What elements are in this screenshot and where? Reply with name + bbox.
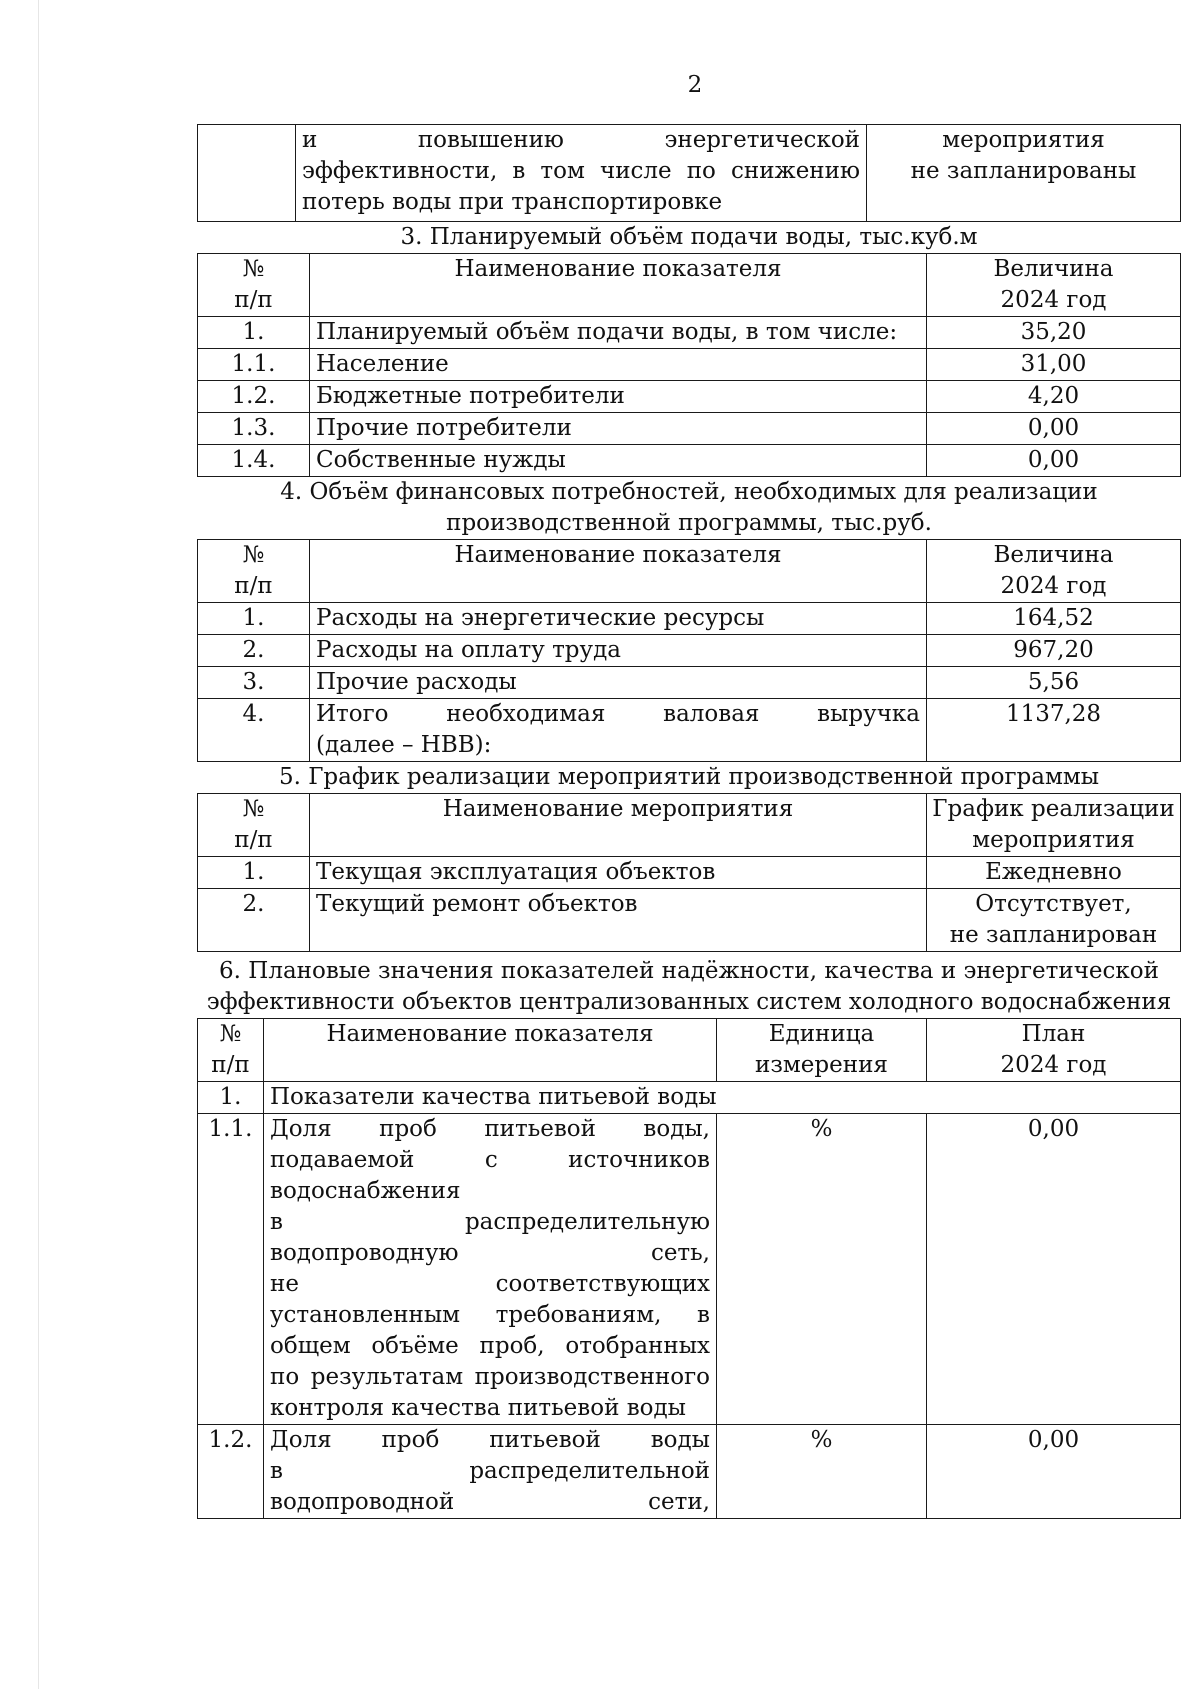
row-num: 1. bbox=[198, 1082, 264, 1114]
name-line: водоснабжения bbox=[270, 1178, 461, 1204]
row-name: Текущая эксплуатация объектов bbox=[310, 857, 927, 889]
name-line: водопроводную сеть, bbox=[270, 1240, 710, 1266]
row-value: 31,00 bbox=[927, 349, 1181, 381]
row-num: 3. bbox=[198, 667, 310, 699]
row-value: 0,00 bbox=[927, 445, 1181, 477]
row-num: 1. bbox=[198, 857, 310, 889]
value-line: не запланирован bbox=[949, 922, 1158, 948]
table-row bbox=[198, 381, 1181, 413]
header-value-line: Величина bbox=[993, 256, 1114, 282]
table-header-row bbox=[198, 254, 1181, 317]
row-value: 164,52 bbox=[927, 603, 1181, 635]
name-line: и повышению энергетической bbox=[302, 127, 860, 153]
header-plan bbox=[927, 1019, 1181, 1082]
table-header-row bbox=[198, 540, 1181, 603]
row-name bbox=[310, 699, 927, 762]
row-name: Население bbox=[310, 349, 927, 381]
continuation-table bbox=[197, 124, 1181, 222]
name-line: не соответствующих bbox=[270, 1271, 710, 1297]
section-4-title-line: производственной программы, тыс.руб. bbox=[446, 510, 932, 536]
row-unit: % bbox=[717, 1114, 927, 1425]
table-row bbox=[198, 1114, 1181, 1425]
section-4-table bbox=[197, 539, 1181, 762]
name-line: потерь воды при транспортировке bbox=[302, 189, 723, 215]
header-num-line: п/п bbox=[211, 1052, 250, 1078]
table-row bbox=[198, 349, 1181, 381]
table-header-row bbox=[198, 1019, 1181, 1082]
header-name: Наименование показателя bbox=[310, 540, 927, 603]
table-row bbox=[198, 603, 1181, 635]
row-value: 0,00 bbox=[927, 413, 1181, 445]
table-row bbox=[198, 445, 1181, 477]
header-name: Наименование показателя bbox=[264, 1019, 717, 1082]
header-plan-line: 2024 год bbox=[1000, 1052, 1107, 1078]
section-6-title-line: 6. Плановые значения показателей надёжности, качества и энергетической bbox=[219, 958, 1159, 984]
name-line: общем объёме проб, отобранных bbox=[270, 1333, 710, 1359]
num-cell bbox=[198, 125, 296, 222]
row-value: 4,20 bbox=[927, 381, 1181, 413]
row-name: Прочие потребители bbox=[310, 413, 927, 445]
value-cell bbox=[867, 125, 1181, 222]
header-value bbox=[927, 254, 1181, 317]
section-6-title-line: эффективности объектов централизованных систем холодного водоснабжения bbox=[206, 989, 1172, 1015]
row-num: 1.3. bbox=[198, 413, 310, 445]
name-line: в распределительную bbox=[270, 1209, 710, 1235]
header-name: Наименование мероприятия bbox=[310, 794, 927, 857]
row-num: 2. bbox=[198, 889, 310, 952]
header-value-line: мероприятия bbox=[972, 827, 1135, 853]
header-num-line: № bbox=[242, 256, 265, 282]
name-line: Доля проб питьевой воды bbox=[270, 1427, 710, 1453]
row-num: 1.1. bbox=[198, 349, 310, 381]
name-cell bbox=[296, 125, 867, 222]
header-num-line: п/п bbox=[234, 287, 273, 313]
header-value-line: График реализации bbox=[932, 796, 1175, 822]
header-unit bbox=[717, 1019, 927, 1082]
row-num: 1.4. bbox=[198, 445, 310, 477]
name-line: контроля качества питьевой воды bbox=[270, 1395, 686, 1421]
row-name: Бюджетные потребители bbox=[310, 381, 927, 413]
section-3-title: 3. Планируемый объём подачи воды, тыс.куб.м bbox=[400, 224, 978, 250]
table-row bbox=[198, 857, 1181, 889]
header-num-line: № bbox=[219, 1021, 242, 1047]
value-line: Отсутствует, bbox=[975, 891, 1132, 917]
row-num: 1.2. bbox=[198, 381, 310, 413]
header-value-line: 2024 год bbox=[1000, 573, 1107, 599]
section-6-table bbox=[197, 1018, 1181, 1519]
row-name: Прочие расходы bbox=[310, 667, 927, 699]
row-value: Ежедневно bbox=[927, 857, 1181, 889]
table-group-row bbox=[198, 1082, 1181, 1114]
header-num bbox=[198, 1019, 264, 1082]
table-header-row bbox=[198, 794, 1181, 857]
table-row bbox=[198, 125, 1181, 222]
section-4-title-line: 4. Объём финансовых потребностей, необходимых для реализации bbox=[280, 479, 1098, 505]
header-value bbox=[927, 540, 1181, 603]
header-num bbox=[198, 254, 310, 317]
row-num: 2. bbox=[198, 635, 310, 667]
header-unit-line: Единица bbox=[768, 1021, 875, 1047]
row-num: 1.2. bbox=[198, 1425, 264, 1519]
group-name: Показатели качества питьевой воды bbox=[264, 1082, 1181, 1114]
name-line: (далее – НВВ): bbox=[316, 732, 492, 758]
name-line: в распределительной bbox=[270, 1458, 710, 1484]
header-num-line: п/п bbox=[234, 827, 273, 853]
name-line: Итого необходимая валовая выручка bbox=[316, 701, 920, 727]
name-line: подаваемой с источников bbox=[270, 1147, 710, 1173]
row-plan: 0,00 bbox=[927, 1114, 1181, 1425]
name-line: по результатам производственного bbox=[270, 1364, 710, 1390]
table-row bbox=[198, 317, 1181, 349]
table-row bbox=[198, 889, 1181, 952]
row-value: 5,56 bbox=[927, 667, 1181, 699]
row-num: 4. bbox=[198, 699, 310, 762]
row-name: Текущий ремонт объектов bbox=[310, 889, 927, 952]
row-name: Планируемый объём подачи воды, в том числе: bbox=[310, 317, 927, 349]
header-unit-line: измерения bbox=[755, 1052, 888, 1078]
section-3-table bbox=[197, 253, 1181, 477]
table-row bbox=[198, 635, 1181, 667]
row-num: 1. bbox=[198, 317, 310, 349]
header-num-line: № bbox=[242, 542, 265, 568]
value-line: мероприятия bbox=[942, 127, 1105, 153]
header-num-line: п/п bbox=[234, 573, 273, 599]
header-name: Наименование показателя bbox=[310, 254, 927, 317]
header-value-line: Величина bbox=[993, 542, 1114, 568]
row-unit: % bbox=[717, 1425, 927, 1519]
table-row bbox=[198, 1425, 1181, 1519]
row-name bbox=[264, 1425, 717, 1519]
row-value: 967,20 bbox=[927, 635, 1181, 667]
value-line: не запланированы bbox=[910, 158, 1137, 184]
table-total-row bbox=[198, 699, 1181, 762]
row-name: Расходы на оплату труда bbox=[310, 635, 927, 667]
row-value bbox=[927, 889, 1181, 952]
header-num bbox=[198, 540, 310, 603]
name-line: эффективности, в том числе по снижению bbox=[302, 158, 860, 184]
name-line: Доля проб питьевой воды, bbox=[270, 1116, 710, 1142]
row-name bbox=[264, 1114, 717, 1425]
row-plan: 0,00 bbox=[927, 1425, 1181, 1519]
row-num: 1.1. bbox=[198, 1114, 264, 1425]
header-plan-line: План bbox=[1021, 1021, 1086, 1047]
table-row bbox=[198, 667, 1181, 699]
row-num: 1. bbox=[198, 603, 310, 635]
row-name: Собственные нужды bbox=[310, 445, 927, 477]
section-5-title: 5. График реализации мероприятий производственной программы bbox=[278, 764, 1100, 790]
name-line: установленным требованиям, в bbox=[270, 1302, 710, 1328]
scan-margin-line bbox=[38, 0, 39, 1689]
page-number: 2 bbox=[687, 72, 703, 98]
header-num bbox=[198, 794, 310, 857]
header-value bbox=[927, 794, 1181, 857]
row-value: 35,20 bbox=[927, 317, 1181, 349]
row-name: Расходы на энергетические ресурсы bbox=[310, 603, 927, 635]
name-line: водопроводной сети, bbox=[270, 1489, 710, 1515]
header-num-line: № bbox=[242, 796, 265, 822]
table-row bbox=[198, 413, 1181, 445]
row-value: 1137,28 bbox=[927, 699, 1181, 762]
document-body bbox=[197, 124, 1181, 1519]
section-5-table bbox=[197, 793, 1181, 952]
header-value-line: 2024 год bbox=[1000, 287, 1107, 313]
